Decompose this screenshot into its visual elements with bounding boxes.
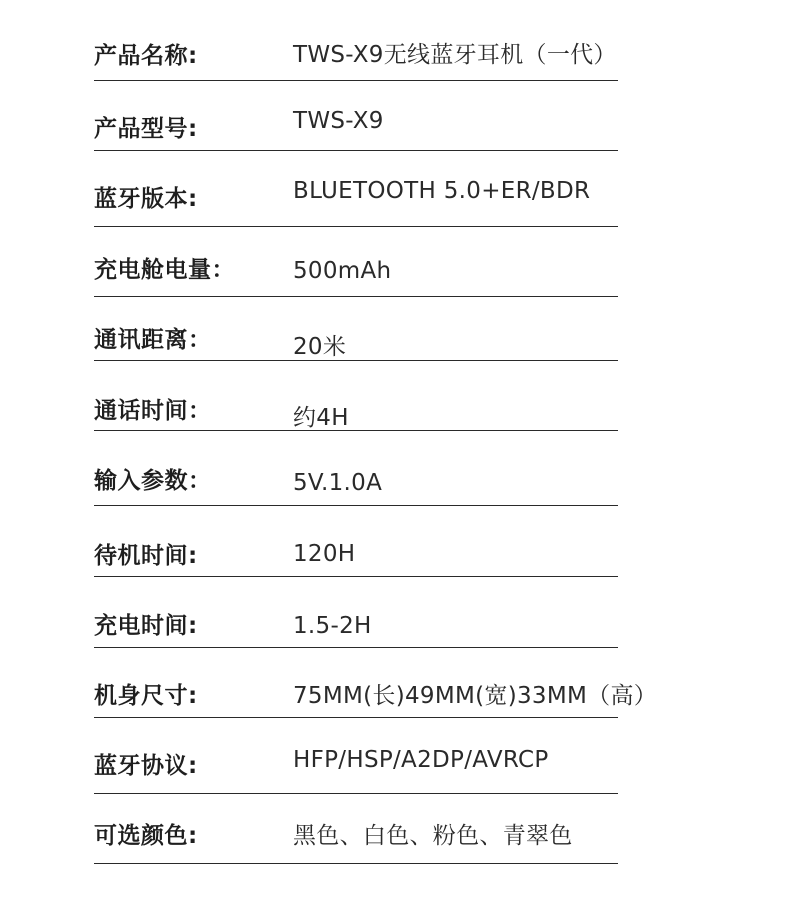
spec-value: 500mAh	[293, 258, 392, 284]
spec-row-input	[94, 431, 618, 506]
spec-value: 75MM(长)49MM(宽)33MM（高）	[293, 683, 658, 709]
spec-label: 充电时间:	[94, 613, 198, 639]
spec-value: 1.5-2H	[293, 613, 372, 639]
spec-row-colors	[94, 794, 618, 864]
spec-label: 机身尺寸:	[94, 683, 198, 709]
spec-row-bluetooth-version	[94, 151, 618, 227]
spec-value: 20米	[293, 334, 347, 360]
spec-label: 蓝牙版本:	[94, 186, 198, 212]
spec-row-battery	[94, 227, 618, 297]
spec-label: 蓝牙协议:	[94, 753, 198, 779]
spec-row-talk-time	[94, 361, 618, 431]
spec-value: 约4H	[293, 405, 349, 431]
spec-row-range	[94, 297, 618, 361]
spec-value: TWS-X9	[293, 108, 384, 134]
spec-label: 可选颜色:	[94, 823, 198, 849]
spec-label: 待机时间:	[94, 543, 198, 569]
spec-value: 黑色、白色、粉色、青翠色	[293, 823, 573, 849]
spec-value: 5V.1.0A	[293, 470, 383, 496]
spec-label: 通讯距离：	[94, 327, 212, 353]
spec-row-model	[94, 81, 618, 151]
spec-row-name	[94, 0, 618, 81]
spec-label: 充电舱电量：	[94, 257, 235, 283]
spec-row-dimensions	[94, 648, 658, 718]
spec-label: 通话时间：	[94, 398, 212, 424]
spec-row-charge-time	[94, 577, 618, 648]
spec-label: 产品名称:	[94, 43, 198, 69]
spec-row-standby	[94, 506, 618, 577]
spec-value: HFP/HSP/A2DP/AVRCP	[293, 747, 549, 773]
spec-label: 输入参数：	[94, 468, 212, 494]
spec-label: 产品型号:	[94, 116, 198, 142]
spec-value: 120H	[293, 541, 356, 567]
spec-row-protocol	[94, 718, 618, 794]
spec-value: BLUETOOTH 5.0+ER/BDR	[293, 178, 591, 204]
spec-value: TWS-X9无线蓝牙耳机（一代）	[293, 42, 617, 68]
